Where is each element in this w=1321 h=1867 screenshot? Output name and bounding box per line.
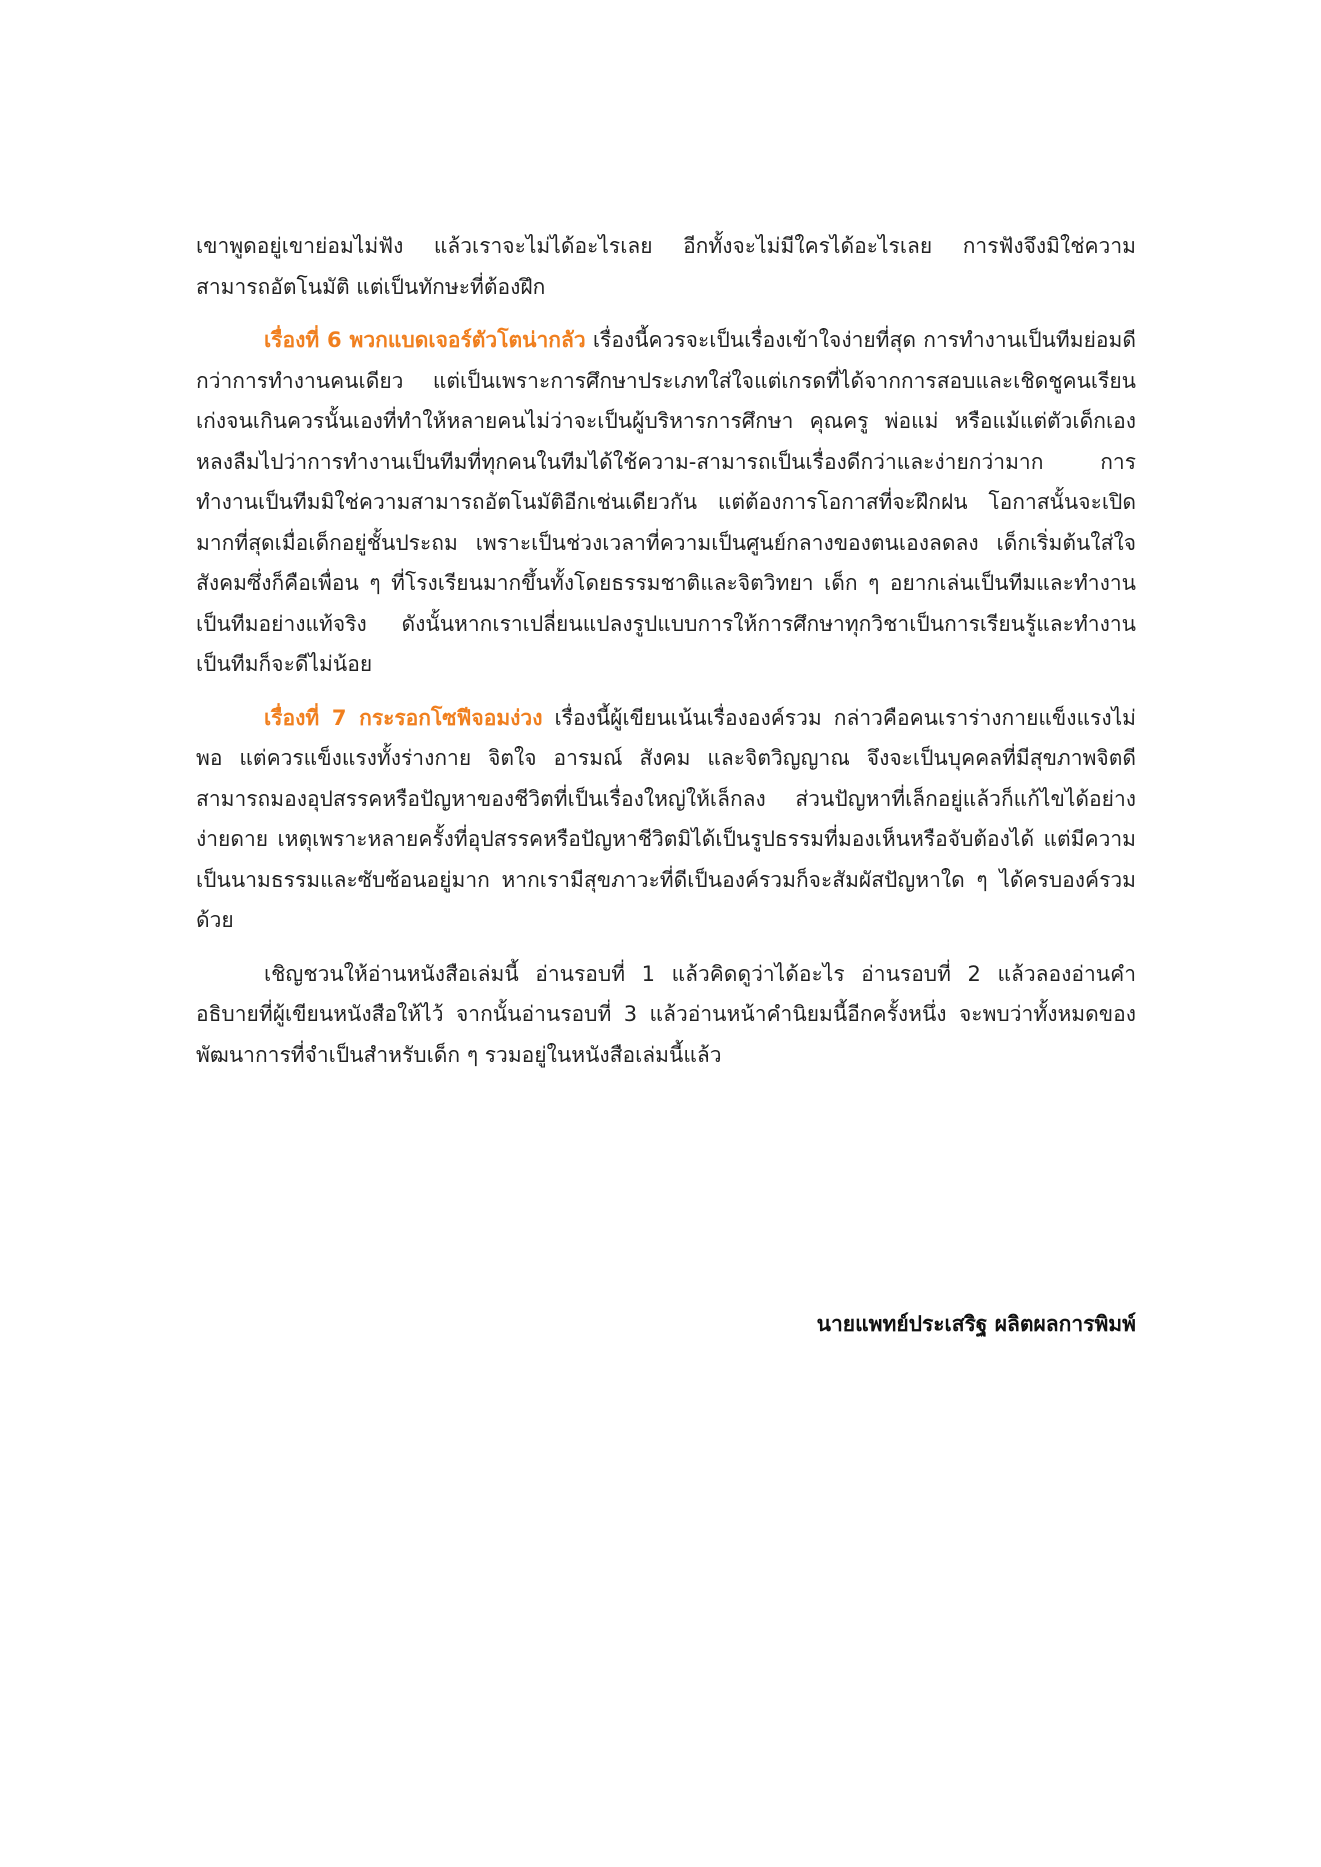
paragraph-gap (196, 941, 1136, 954)
paragraph-invitation: เชิญชวนให้อ่านหนังสือเล่มนี้ อ่านรอบที่ 1 แล้วคิดดูว่าได้อะไร อ่านรอบที่ 2 แล้วลองอ่านคำอธิบายที่ผู้เขียนหนังสือให้ไว้ จากนั้นอ่านรอบที่ 3 แล้วอ่านหน้าคำนิยมนี้อีกครั้งหนึ่ง จะพบว่าทั้งหมดของพัฒนาการที่จำเป็นสำหรับเด็ก ๆ รวมอยู่ในหนังสือเล่มนี้แล้ว (196, 961, 1136, 1067)
story-6-body: เรื่องนี้ควรจะเป็นเรื่องเข้าใจง่ายที่สุด การทำงานเป็นทีมย่อมดีกว่าการทำงานคนเดียว แต่เป็นเพราะการศึกษาประเภทใส่ใจแต่เกรดที่ได้จากการสอบและเชิดชูคนเรียนเก่งจนเกินควรนั้นเองที่ทำให้หลายคนไม่ว่าจะเป็นผู้บริหารการศึกษา คุณครู พ่อแม่ หรือแม้แต่ตัวเด็กเองหลงลืมไปว่าการทำงานเป็นทีมที่ทุกคนในทีมได้ใช้ความ-สามารถเป็นเรื่องดีกว่าและง่ายกว่ามาก การทำงานเป็นทีมมิใช่ความสามารถอัตโนมัติอีกเช่นเดียวกัน แต่ต้องการโอกาสที่จะฝึกฝน โอกาสนั้นจะเปิดมากที่สุดเมื่อเด็กอยู่ชั้นประถม เพราะเป็นช่วงเวลาที่ความเป็นศูนย์กลางของตนเองลดลง เด็กเริ่มต้นใส่ใจสังคมซึ่งก็คือเพื่อน ๆ ที่โรงเรียนมากขึ้นทั้งโดยธรรมชาติและจิตวิทยา เด็ก ๆ อยากเล่นเป็นทีมและทำงานเป็นทีมอย่างแท้จริง ดังนั้นหากเราเปลี่ยนแปลงรูปแบบการให้การศึกษาทุกวิชาเป็นการเรียนรู้และทำงานเป็นทีมก็จะดีไม่น้อย (196, 328, 1136, 676)
paragraph-listening: เขาพูดอยู่เขาย่อมไม่ฟัง แล้วเราจะไม่ได้อะไรเลย อีกทั้งจะไม่มีใครได้อะไรเลย การฟังจึงมิใช่ความสามารถอัตโนมัติ แต่เป็นทักษะที่ต้องฝึก (196, 234, 1136, 299)
paragraph-story-6 (196, 320, 1136, 685)
story-7-title: เรื่องที่ 7 กระรอกโซฟีจอมง่วง (264, 705, 543, 730)
paragraph-story-7 (196, 698, 1136, 941)
foreword-body (196, 226, 1136, 1075)
paragraph-gap (196, 685, 1136, 698)
story-7-body: เรื่องนี้ผู้เขียนเน้นเรื่ององค์รวม กล่าวคือคนเราร่างกายแข็งแรงไม่พอ แต่ควรแข็งแรงทั้งร่างกาย จิตใจ อารมณ์ สังคม และจิตวิญญาณ จึงจะเป็นบุคคลที่มีสุขภาพจิตดี สามารถมองอุปสรรคหรือปัญหาของชีวิตที่เป็นเรื่องใหญ่ให้เล็กลง ส่วนปัญหาที่เล็กอยู่แล้วก็แก้ไขได้อย่างง่ายดาย เหตุเพราะหลายครั้งที่อุปสรรคหรือปัญหาชีวิตมิได้เป็นรูปธรรมที่มองเห็นหรือจับต้องได้ แต่มีความเป็นนามธรรมและซับซ้อนอยู่มาก หากเรามีสุขภาวะที่ดีเป็นองค์รวมก็จะสัมผัสปัญหาใด ๆ ได้ครบองค์รวมด้วย (196, 705, 1136, 932)
paragraph-gap (196, 307, 1136, 320)
story-6-title: เรื่องที่ 6 พวกแบดเจอร์ตัวโตน่ากลัว (264, 328, 586, 352)
author-signature: นายแพทย์ประเสริฐ ผลิตผลการพิมพ์ (816, 1312, 1136, 1336)
